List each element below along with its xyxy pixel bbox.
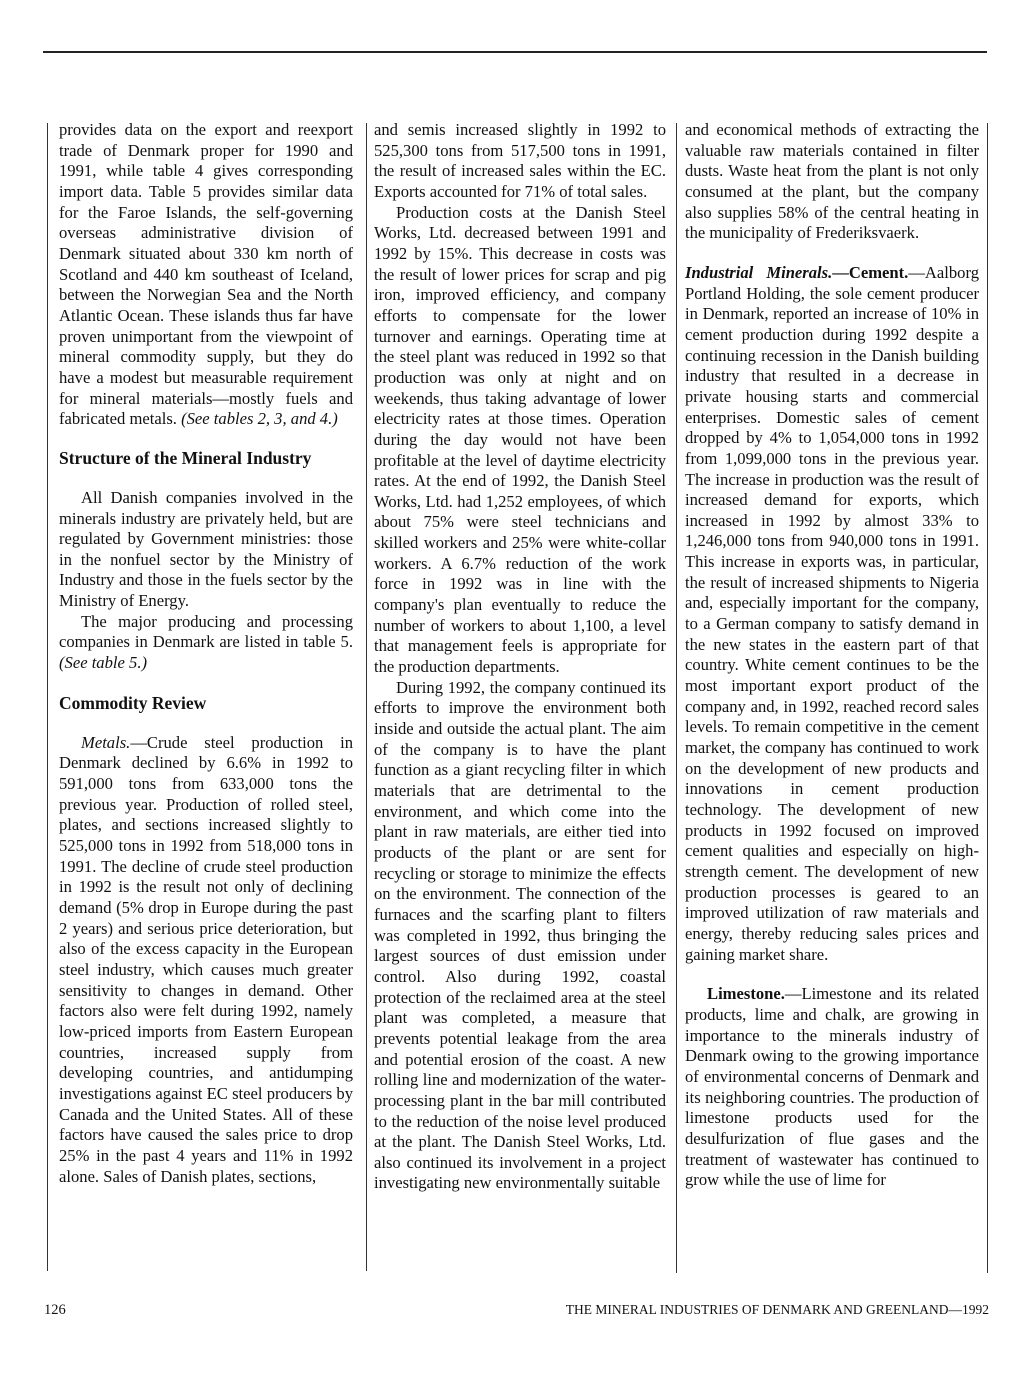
section-heading-structure: Structure of the Mineral Industry: [59, 447, 312, 468]
page-number: 126: [44, 1302, 66, 1318]
metals-heading: Metals.: [81, 732, 131, 752]
column-3: [685, 120, 979, 1191]
companies-paragraph: The major producing and processing companies in Denmark are listed in table 5. (See table 5.): [59, 611, 353, 673]
limestone-heading: Limestone.: [707, 984, 785, 1004]
running-title: THE MINERAL INDUSTRIES OF DENMARK AND GREENLAND—1992: [565, 1302, 989, 1317]
filter-dust-paragraph: and economical methods of extracting the valuable raw materials contained in filter dusts. Waste heat from the plant is not only consumed at the plant, but the company also supplies 58% of the central heating in the municipality of Frederiksvaerk.: [685, 120, 979, 243]
cement-paragraph: Industrial Minerals.—Cement.—Aalborg Portland Holding, the sole cement producer in Denmark, reported an increase of 10% in cement production during 1992 despite a continuing recession in the Danish building industry that resulted in a decrease in private housing starts and commercial enterprises. Domestic sales of cement dropped by 4% to 1,054,000 tons in 1992 from 1,099,000 tons in the previous year. The increase in production was the result of increased demand for exports, which increased in 1992 by almost 33% to 1,246,000 tons from 940,000 tons in 1991. This increase in exports was, in particular, the result of increased shipments to Nigeria and, especially important for the company, to a German company to satisfy demand in the new states in the eastern part of that country. White cement continues to be the most important export product of the company and, in 1992, reached record sales levels. To remain competitive in the cement market, the company has continued to work on the development of new products and innovations in cement production technology. The development of new products in 1992 focused on improved cement qualities and especially on high-strength cement. The development of new production processes is geared to an improved utilization of raw materials and energy, thereby reducing sales prices and gaining market share.: [685, 262, 979, 964]
column-2: [374, 120, 666, 1194]
intro-paragraph: provides data on the export and reexport trade of Denmark proper for 1990 and 1991, while table 4 gives corresponding import data. Table 5 provides similar data for the Faroe Islands, the self-governing overseas administrative division of Denmark situated about 330 km north of Scotland and 440 km southeast of Iceland, between the Norwegian Sea and the North Atlantic Ocean. These islands thus far have proven unimportant from the viewpoint of mineral commodity supply, but they do have a modest but measurable requirement for mineral materials—mostly fuels and fabricated metals. (See tables 2, 3, and 4.): [59, 120, 353, 429]
column-rule-center-left: [366, 123, 367, 1271]
table-reference: (See table 5.): [59, 653, 148, 673]
column-rule-center-right: [676, 123, 677, 1273]
limestone-paragraph: Limestone.—Limestone and its related products, lime and chalk, are growing in importance to the minerals industry of Denmark owing to the growing importance of environmental concerns of Denmark and its neighboring countries. The production of limestone products used for the desulfurization of flue gases and the treatment of wastewater has continued to grow while the use of lime for: [685, 984, 979, 1190]
column-rule-left: [47, 123, 48, 1271]
cement-heading: —Cement.: [832, 262, 909, 282]
column-rule-right: [987, 123, 988, 1273]
section-heading-commodity: Commodity Review: [59, 692, 207, 713]
industrial-minerals-heading: Industrial Minerals.: [685, 262, 833, 282]
steel-sales-paragraph: and semis increased slightly in 1992 to 525,300 tons from 517,500 tons in 1991, the result of increased sales within the EC. Exports accounted for 71% of total sales.: [374, 120, 666, 201]
structure-paragraph: All Danish companies involved in the minerals industry are privately held, but are regulated by Government ministries: those in the nonfuel sector by the Ministry of Industry and those in the fuels sector by the Ministry of Energy.: [59, 487, 353, 611]
environment-paragraph: During 1992, the company continued its efforts to improve the environment both inside and outside the actual plant. The aim of the company is to have the plant function as a giant recycling filter in which materials that are detrimental to the environment, and which come into the plant in raw materials, are either tied into products of the plant or are sent for recycling or storage to minimize the effects on the environment. The connection of the furnaces and the scarfing plant to filters was completed in 1992, thus bringing the largest sources of dust emission under control. Also during 1992, coastal protection of the reclaimed area at the steel plant was completed, a measure that prevents potential leakage from the area and potential erosion of the coast. A new rolling line and modernization of the water-processing plant in the bar mill contributed to the reduction of the noise level produced at the plant. The Danish Steel Works, Ltd. also continued its involvement in a project investigating new environmentally suitable: [374, 677, 666, 1193]
top-rule: [43, 51, 987, 53]
production-costs-paragraph: Production costs at the Danish Steel Works, Ltd. decreased between 1991 and 1992 by 15%. This decrease in costs was the result of lower prices for scrap and pig iron, improved efficiency, and company efforts to compensate for the lower turnover and earnings. Operating time at the steel plant was reduced in 1992 so that production was only at night and on weekends, thus taking advantage of lower electricity rates at those times. Operation during the day would not have been profitable at the level of daytime electricity rates. At the end of 1992, the Danish Steel Works, Ltd. had 1,252 employees, of which about 75% were steel technicians and skilled workers and 25% were white-collar workers. A 6.7% reduction of the work force in 1992 was in line with the company's plan eventually to reduce the number of workers to about 1,100, a level that management feels is appropriate for the production departments.: [374, 202, 666, 677]
table-reference: (See tables 2, 3, and 4.): [181, 409, 338, 429]
metals-paragraph: Metals.—Crude steel production in Denmark declined by 6.6% in 1992 to 591,000 tons from 633,000 tons the previous year. Production of rolled steel, plates, and sections increased slightly to 525,000 tons in 1992 from 518,000 tons in 1991. The decline of crude steel production in 1992 is the result not only of declining demand (5% drop in Europe during the past 2 years) and serious price deterioration, but also of the excess capacity in the European steel industry, which causes much greater sensitivity to changes in demand. Other factors also were felt during 1992, namely low-priced imports from Eastern European countries, increased supply from developing countries, and antidumping investigations against EC steel producers by Canada and the United States. All of these factors have caused the sales price to drop 25% in the past 4 years and 11% in 1992 alone. Sales of Danish plates, sections,: [59, 732, 353, 1186]
column-1: [59, 120, 353, 1187]
